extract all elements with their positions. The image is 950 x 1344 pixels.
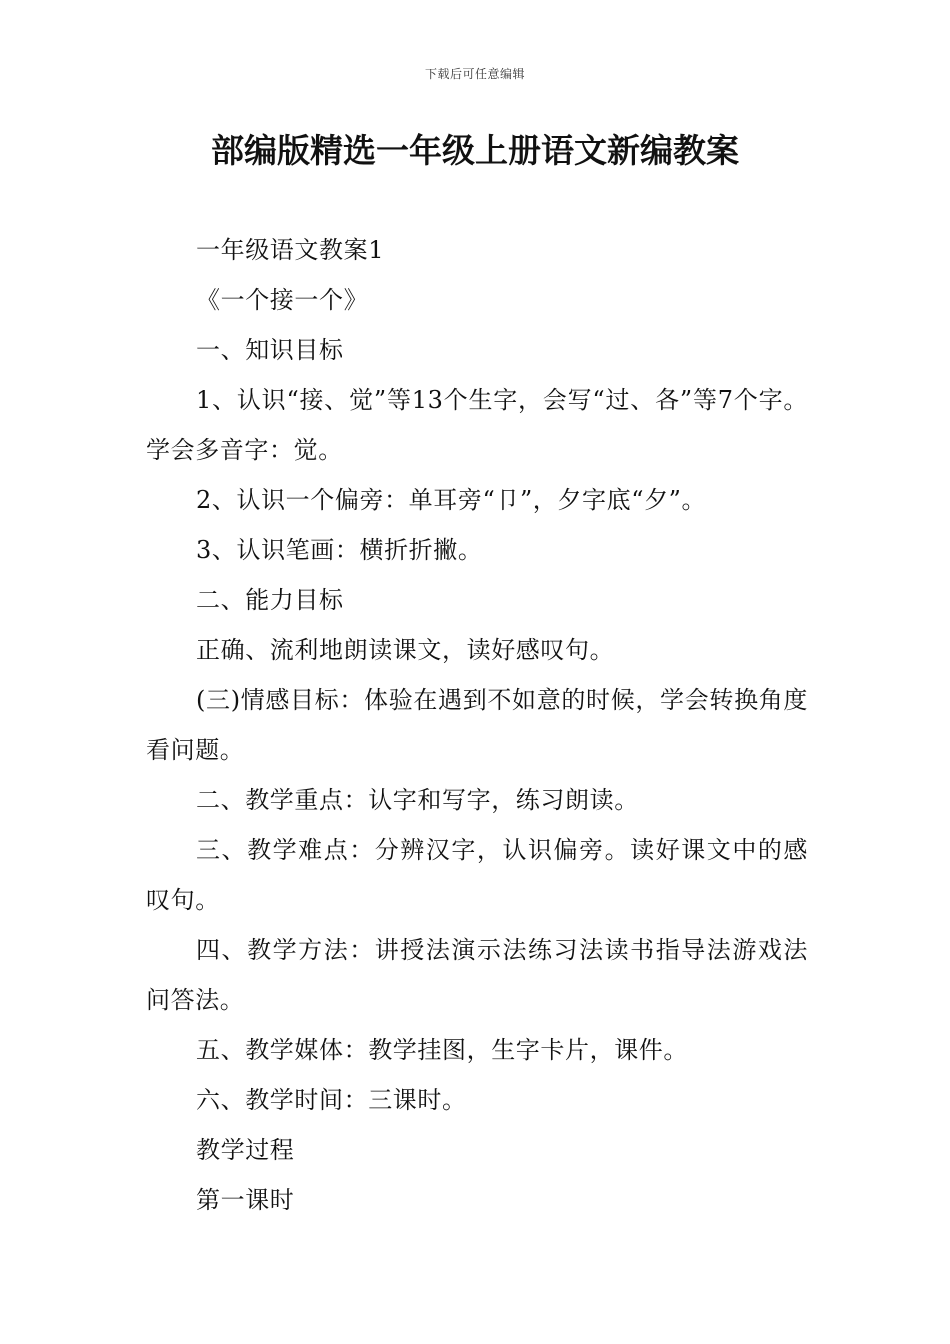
paragraph-methods: 四、教学方法：讲授法演示法练习法读书指导法游戏法问答法。	[146, 936, 808, 1014]
header-note: 下载后可任意编辑	[424, 67, 525, 81]
paragraph-media: 五、教学媒体：教学挂图，生字卡片，课件。	[196, 1036, 688, 1064]
paragraph-first-lesson: 第一课时	[196, 1186, 295, 1214]
paragraph-key-points: 二、教学重点：认字和写字，练习朗读。	[196, 786, 639, 814]
paragraph-difficulties: 三、教学难点：分辨汉字，认识偏旁。读好课文中的感叹句。	[146, 836, 808, 914]
paragraph-goal-2: 2、认识一个偏旁：单耳旁“卩”，夕字底“夕”。	[196, 486, 707, 514]
paragraph-process: 教学过程	[196, 1136, 295, 1164]
paragraph-lesson-title: 《一个接一个》	[196, 286, 369, 314]
paragraph-knowledge-goals: 一、知识目标	[196, 336, 344, 364]
document-title: 部编版精选一年级上册语文新编教案	[211, 131, 739, 170]
paragraph-ability-goals: 二、能力目标	[196, 586, 344, 614]
paragraph-emotion-goals: (三)情感目标：体验在遇到不如意的时候，学会转换角度看问题。	[146, 686, 808, 764]
paragraph-goal-1: 1、认识“接、觉”等13个生字，会写“过、各”等7个字。学会多音字：觉。	[146, 386, 808, 464]
document-body	[146, 225, 808, 1225]
paragraph-goal-3: 3、认识笔画：横折折撇。	[196, 536, 483, 564]
paragraph-lesson-heading: 一年级语文教案1	[196, 236, 385, 264]
paragraph-time: 六、教学时间：三课时。	[196, 1086, 467, 1114]
paragraph-ability-detail: 正确、流利地朗读课文，读好感叹句。	[196, 636, 615, 664]
